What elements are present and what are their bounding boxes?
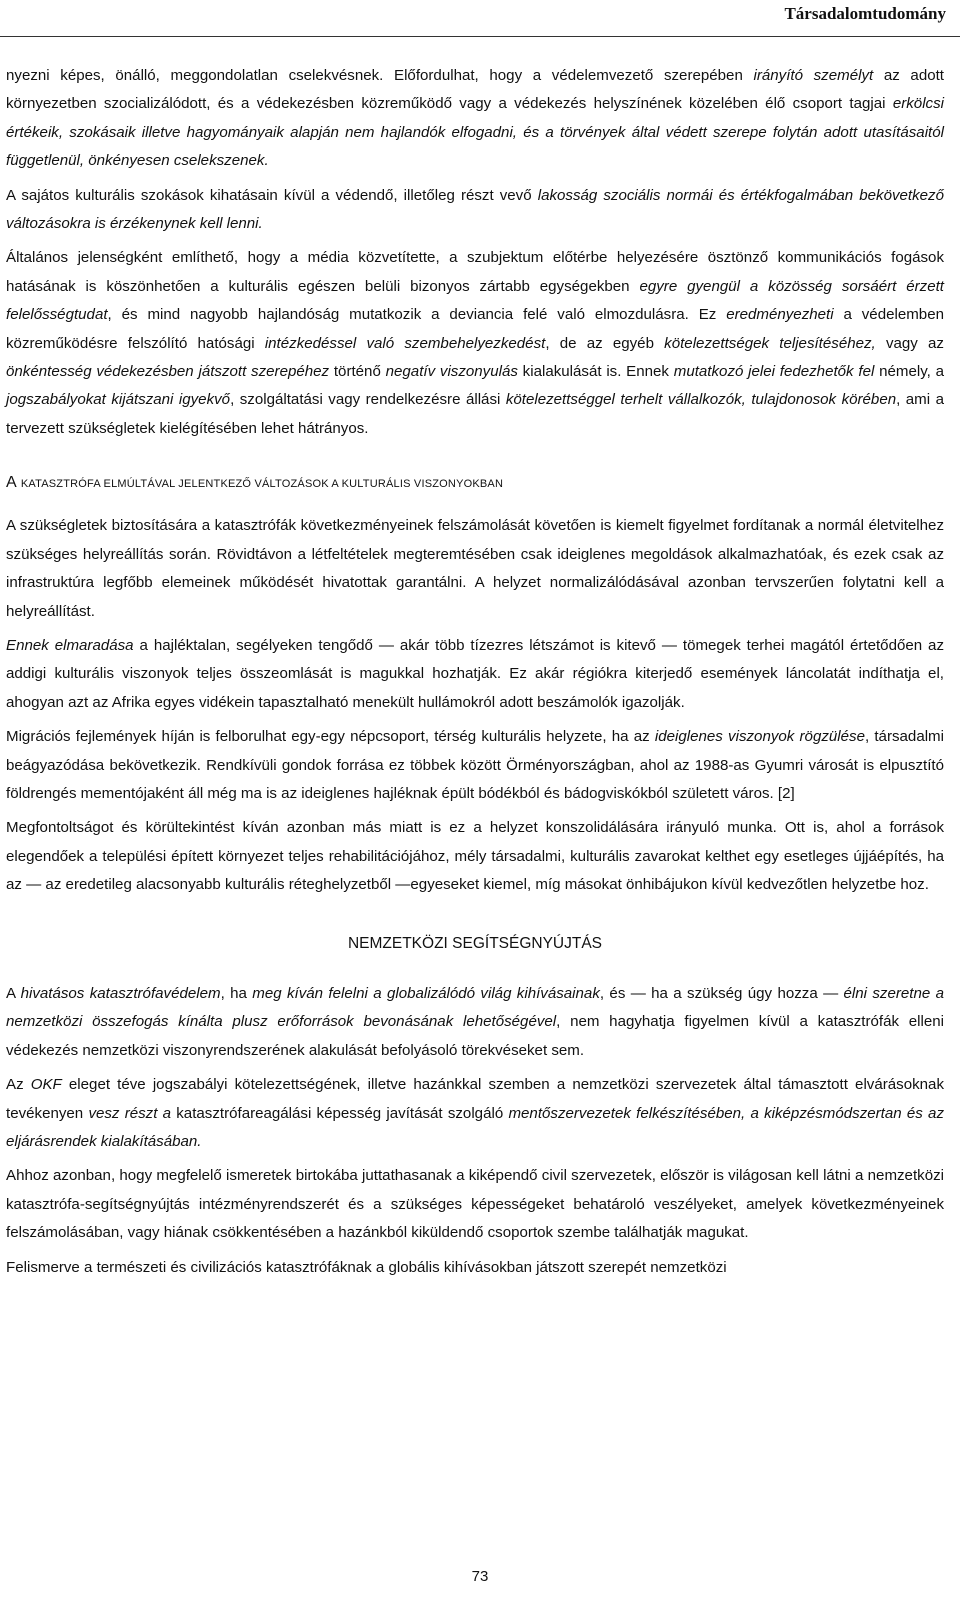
- text-run: nyezni képes, önálló, meggondolatlan cselekvésnek. Előfordulhat, hogy a védelemvezető szerepében: [6, 67, 754, 84]
- text-run: katasztrófareagálási képesség javítását szolgáló: [171, 1104, 509, 1122]
- text-run: Felismerve a természeti és civilizációs katasztrófáknak a globális kihívásokban játszott szerepét nemzetközi: [6, 1258, 727, 1276]
- text-run: , és mind nagyobb hajlandóság mutatkozik a deviancia felé való elmozdulásra. Ez: [107, 306, 727, 324]
- page-body: [6, 62, 944, 1282]
- emphasis-text: lakosság szociális normái és értékfogalmában bekövetkező változásokra is érzékenynek kell lenni.: [6, 186, 944, 233]
- text-run: A: [6, 984, 21, 1002]
- text-run: , nem hagyhatja figyelmen kívül a katasztrófák elleni védekezés nemzetközi viszonyrendszerének alakulását befolyásoló törekvéseket sem.: [6, 1013, 944, 1059]
- heading-initial: A: [6, 474, 17, 492]
- text-run: A sajátos kulturális szokások kihatásain kívül a védendő, illetőleg részt vevő: [6, 186, 538, 204]
- text-run: , szolgáltatási vagy rendelkezésre állási: [230, 391, 506, 409]
- emphasis-text: intézkedéssel való szembehelyezkedést: [264, 334, 546, 352]
- emphasis-text: mentőszervezetek felkészítésében, a kiképzésmódszertan és az eljárásrendek kialakításában.: [6, 1104, 945, 1150]
- cultural-changes-paragraphs: [6, 512, 944, 899]
- text-run: , társadalmi beágyazódása bekövetkezik. Rendkívüli gondok forrása ez többek között Örményországban, ahol az 1988-as Gyumri városát is elpusztító földrengés mementójaként áll még ma is az ideiglenes hajléknak épült bódékból és bádogviskókból született város. [2]: [6, 728, 944, 802]
- text-run: eleget téve jogszabályi kötelezettségének, illetve hazánkkal szemben a nemzetközi szervezetek által támasztott elvárásoknak tevékenyen: [6, 1076, 944, 1122]
- text-run: kialakulását is. Ennek: [517, 363, 674, 381]
- text-run: A szükségletek biztosítására a katasztrófák következményeinek felszámolását követően is kiemelt figyelmet fordítanak a normál életvitelhez szükséges helyreállítás során. Rövidtávon a létfeltételek megteremtésében csak ideiglenes megoldások alkalmazhatóak, és ezek csak az infrastruktúra legfőbb elemeinek működését hivatottak garantálni. A helyzet normalizálódásával azonban tervszerűen folytatni kell a helyreállítást.: [6, 517, 944, 620]
- text-run: , de az egyéb: [545, 334, 665, 352]
- intro-paragraphs: [6, 62, 944, 443]
- heading-rest: KATASZTRÓFA ELMÚLTÁVAL JELENTKEZŐ VÁLTOZÁSOK A KULTURÁLIS VISZONYOKBAN: [20, 478, 504, 491]
- emphasis-text: meg kíván felelni a globalizálódó világ kihívásainak: [252, 984, 600, 1002]
- text-run: Az: [6, 1076, 31, 1094]
- paragraph-p11: [6, 1254, 944, 1282]
- paragraph-p9: [6, 1071, 944, 1156]
- emphasis-text: mutatkozó jelei fedezhetők fel: [673, 363, 875, 381]
- paragraph-p8: [6, 980, 944, 1065]
- emphasis-text: kötelezettséggel terhelt vállalkozók, tulajdonosok körében: [505, 391, 897, 409]
- paragraph-p1: [6, 62, 944, 176]
- emphasis-text: egyre gyengül a közösség sorsáért érzett felelősségtudat: [6, 277, 945, 324]
- emphasis-text: OKF: [30, 1076, 62, 1094]
- text-run: Általános jelenségként említhető, hogy a média közvetítette, a szubjektum előtérbe helyezésére ösztönző kommunikációs fogások hatásának is köszönhetően a kulturális egészen belüli bizonyos zártabb egységekben: [6, 249, 944, 295]
- page-number: 73: [471, 1568, 489, 1585]
- paragraph-p5: [6, 632, 944, 717]
- paragraph-p6: [6, 723, 944, 808]
- text-run: az adott környezetben szocializálódott, és a védekezésben közreműködő vagy a védekezés helyszínének közelében élő csoport tagjai: [6, 67, 944, 113]
- text-run: , és — ha a szükség úgy hozza —: [599, 984, 844, 1002]
- paragraph-p2: [6, 182, 944, 239]
- international-aid-paragraphs: [6, 980, 944, 1282]
- emphasis-text: irányító személyt: [753, 67, 874, 84]
- paragraph-p7: [6, 814, 944, 899]
- section-heading-cultural-changes: [6, 469, 944, 498]
- paragraph-p10: [6, 1162, 944, 1247]
- running-header: [0, 0, 960, 37]
- text-run: történő: [329, 363, 386, 381]
- text-run: , ha: [220, 984, 253, 1002]
- emphasis-text: negatív viszonyulás: [385, 363, 518, 381]
- section-heading-international-aid: NEMZETKÖZI SEGÍTSÉGNYÚJTÁS: [347, 934, 603, 952]
- emphasis-text: kötelezettségek teljesítéséhez,: [664, 334, 876, 352]
- emphasis-text: élni szeretne a nemzetközi összefogás kínálta plusz erőforrások bevonásának lehetőségével: [6, 984, 944, 1031]
- text-run: némely, a: [874, 363, 944, 381]
- emphasis-text: hivatásos katasztrófavédelem: [20, 984, 221, 1002]
- paragraph-p4: [6, 512, 944, 626]
- emphasis-text: jogszabályokat kijátszani igyekvő: [6, 391, 231, 409]
- paragraph-p3: [6, 244, 944, 443]
- text-run: Migrációs fejlemények híján is felborulhat egy-egy népcsoport, térség kulturális helyzete, ha az: [6, 728, 655, 746]
- emphasis-text: ideiglenes viszonyok rögzülése: [654, 728, 865, 746]
- text-run: Megfontoltságot és körültekintést kíván azonban más miatt is ez a helyzet konszolidálására irányuló munka. Ott is, ahol a források elegendőek a települési épített környezet teljes rehabilitációjához, mély társadalmi, kulturális zavarokat kelthet egy esetleges újjáépítés, ha az — az eredetileg alacsonyabb kulturális réteghelyzetből —egyeseket kiemel, míg másokat önhibájukon kívül kedvezőtlen helyzetbe hoz.: [6, 819, 944, 894]
- emphasis-text: Ennek elmaradása: [6, 636, 134, 654]
- journal-title: Társadalomtudomány: [784, 4, 946, 23]
- emphasis-text: eredményezheti: [726, 306, 834, 324]
- emphasis-text: önkéntesség védekezésben játszott szerepéhez: [6, 363, 330, 381]
- text-run: Ahhoz azonban, hogy megfelelő ismeretek birtokába juttathasanak a kiképendő civil szervezetek, először is világosan kell látni a nemzetközi katasztrófa-segítségnyújtás intézményrendszerét és a szükséges képességeket behatároló veszélyeket, amelyek következményeinek felszámolásában, vagy hiának csökkentésében a hazánkból kiküldendő csoportok szembe találhatják magukat.: [6, 1167, 944, 1242]
- text-run: , ami a tervezett szükségletek kielégítésében lehet hátrányos.: [6, 391, 944, 437]
- emphasis-text: vesz részt a: [88, 1104, 172, 1122]
- text-run: a védelemben közreműködésre felszólító hatósági: [6, 306, 944, 352]
- text-run: vagy az: [875, 334, 944, 352]
- text-run: a hajléktalan, segélyeken tengődő — akár több tízezres létszámot is kitevő — tömegek terhei magától értetődően az addigi kulturális viszonyok teljes összeomlását is magukkal hozhatják. Ez akár régiókra kiterjedő események láncolatát indíthatja el, ahogyan azt az Afrika egyes vidékein tapasztalható menekült hullámokról adott beszámolók igazolják.: [6, 636, 945, 711]
- emphasis-text: erkölcsi értékeik, szokásaik illetve hagyományaik alapján nem hajlandók elfogadni, és a törvények által védett szerepe folytán adott utasításaitól függetlenül, önkényesen cselekszenek.: [6, 95, 944, 170]
